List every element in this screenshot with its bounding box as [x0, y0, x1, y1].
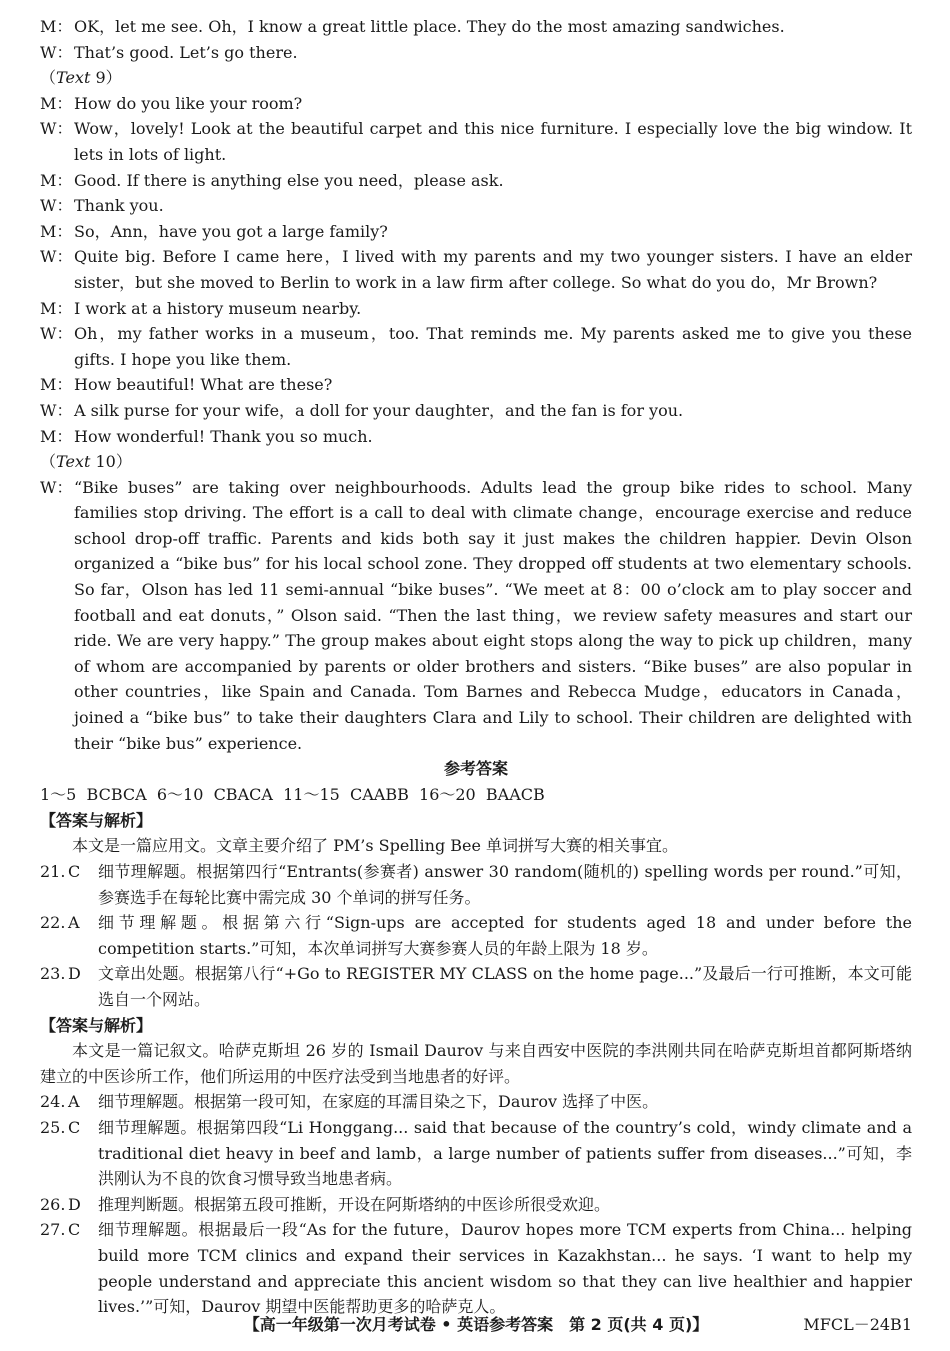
question-number: 27.	[40, 1220, 66, 1240]
section2-header: 【答案与解析】	[40, 1015, 153, 1035]
answer-letter: C	[68, 862, 81, 881]
utterance: OK，let me see. Oh，I know a great little place. They do the most amazing sandwiches.	[74, 17, 785, 36]
answer-explanation	[40, 961, 912, 1012]
section2-items	[40, 1089, 912, 1319]
answer-explanation	[40, 859, 912, 910]
dialogue-text9	[40, 91, 912, 449]
answer-explanation	[40, 1115, 912, 1192]
dialogue-line	[40, 14, 912, 40]
explanation-text: 细节理解题。根据第四行“Entrants(参赛者) answer 30 random(随机的) spelling words per round.”可知，参赛选手在每轮比赛中需完成 30 个单词的拼写任务。	[98, 862, 912, 907]
answer-explanation	[40, 1192, 912, 1218]
question-number: 21.	[40, 862, 66, 881]
dialogue-line	[40, 321, 912, 372]
explanation-text: 细节理解题。根据第六行“Sign-ups are accepted for students aged 18 and under before the competition starts.”可知，本次单词拼写大赛参赛人员的年龄上限为 18 岁。	[98, 913, 912, 958]
utterance: Wow，lovely! Look at the beautiful carpet and this nice furniture. I especially love the big window. It lets in lots of light.	[74, 119, 913, 164]
utterance: Quite big. Before I came here，I lived with my parents and my two younger sisters. I have an elder sister，but she moved to Berlin to work in a law firm after college. So what do you do，Mr Brown?	[74, 247, 912, 292]
passage-text: “Bike buses” are taking over neighbourhoods. Adults lead the group bike rides to school. Many families stop driving. The effort is a call to deal with climate change，encourage exercise and reduce school drop-off traffic. Parents and kids both say it just makes the children happier. Devin Olson organized a “bike bus” for his local school zone. They dropped off students at two elementary schools. So far，Olson has led 11 semi-annual “bike buses”. “We meet at 8：00 o’clock am to play soccer and football and eat donuts，” Olson said. “Then the last thing，we review safety measures and start our ride. We are very happy.” The group makes about eight stops along the way to pick up children，many of whom are accompanied by parents or older brothers and sisters. “Bike buses” are also popular in other countries，like Spain and Canada. Tom Barnes and Rebecca Mudge，educators in Canada，joined a “bike bus” to take their daughters Clara and Lily to school. Their children are delighted with their “bike bus” experience.	[74, 477, 913, 753]
explanation-text: 推理判断题。根据第五段可推断，开设在阿斯塔纳的中医诊所很受欢迎。	[98, 1194, 611, 1214]
text10-passage	[40, 475, 912, 757]
speaker: M：	[40, 17, 73, 36]
utterance: How do you like your room?	[74, 93, 303, 113]
speaker: W：	[40, 247, 73, 267]
answer-letter: A	[68, 913, 80, 933]
answer-explanation	[40, 910, 912, 961]
answer-page	[40, 14, 912, 1320]
section1-header: 【答案与解析】	[40, 810, 153, 830]
speaker: W：	[40, 42, 73, 62]
text10-label: （Text 10）	[40, 452, 132, 472]
speaker: W：	[40, 477, 73, 497]
answer-letter: A	[68, 1092, 80, 1112]
utterance: So，Ann，have you got a large family?	[74, 221, 388, 241]
explanation-text: 细节理解题。根据最后一段“As for the future，Daurov hopes more TCM experts from China... helping build more TCM clinics and expand their services in Kazakhstan... he says. ‘I want to help my people understand and appreciate this ancient wisdom so that they can live healthier and happier lives.’”可知，Daurov 期望中医能帮助更多的哈萨克人。	[98, 1220, 912, 1317]
answer-explanation	[40, 1089, 912, 1115]
answer-letter: D	[68, 1194, 81, 1214]
dialogue-line	[40, 91, 912, 117]
answer-letter: C	[68, 1220, 81, 1240]
explanation-text: 细节理解题。根据第四段“Li Honggang... said that because of the country’s cold，windy climate and a traditional diet heavy in beef and lamb，a large number of patients suffer from diseases...”可知，李洪刚认为不良的饮食习惯导致当地患者病。	[98, 1117, 912, 1189]
dialogue-line	[40, 168, 912, 194]
question-number: 24.	[40, 1092, 66, 1112]
utterance: Good. If there is anything else you need，please ask.	[74, 170, 504, 190]
dialogue-text8-end	[40, 14, 912, 65]
section1-items	[40, 859, 912, 1013]
speaker: M：	[40, 426, 73, 446]
footer-code: MFCL－24B1	[803, 1315, 912, 1334]
answer-explanation	[40, 1217, 912, 1319]
speaker: M：	[40, 298, 73, 318]
utterance: A silk purse for your wife，a doll for your daughter，and the fan is for you.	[74, 400, 684, 420]
answer-letter: C	[68, 1117, 81, 1137]
answer-key: 1～5 BCBCA 6～10 CBACA 11～15 CAABB 16～20 BAACB	[40, 785, 545, 805]
utterance: Oh，my father works in a museum，too. That reminds me. My parents asked me to give you these gifts. I hope you like them.	[74, 324, 912, 369]
section2-intro: 本文是一篇记叙文。哈萨克斯坦 26 岁的 Ismail Daurov 与来自西安中医院的李洪刚共同在哈萨克斯坦首都阿斯塔纳建立的中医诊所工作，他们所运用的中医疗法受到当地患者的好评。	[40, 1041, 912, 1086]
footer-title: 【高一年级第一次月考试卷 • 英语参考答案 第 2 页(共 4 页)】	[243, 1315, 709, 1334]
dialogue-line	[40, 40, 912, 66]
explanation-text: 细节理解题。根据第一段可知，在家庭的耳濡目染之下，Daurov 选择了中医。	[98, 1092, 659, 1112]
question-number: 22.	[40, 913, 66, 933]
dialogue-line	[40, 296, 912, 322]
dialogue-line	[40, 244, 912, 295]
page-footer	[40, 1312, 912, 1340]
dialogue-line	[40, 116, 912, 167]
dialogue-line	[40, 193, 912, 219]
speaker: W：	[40, 196, 73, 216]
section1-intro: 本文是一篇应用文。文章主要介绍了 PM’s Spelling Bee 单词拼写大赛的相关事宜。	[72, 836, 679, 856]
utterance: That’s good. Let’s go there.	[74, 42, 298, 62]
speaker: M：	[40, 170, 73, 190]
speaker: M：	[40, 93, 73, 113]
question-number: 23.	[40, 964, 66, 984]
explanation-text: 文章出处题。根据第八行“+Go to REGISTER MY CLASS on the home page...”及最后一行可推断，本文可能选自一个网站。	[98, 964, 912, 1009]
speaker: W：	[40, 324, 73, 344]
utterance: How wonderful! Thank you so much.	[74, 426, 373, 446]
speaker: W：	[40, 119, 73, 139]
speaker: M：	[40, 375, 73, 395]
dialogue-line	[40, 424, 912, 450]
dialogue-line	[40, 372, 912, 398]
dialogue-line	[40, 398, 912, 424]
question-number: 26.	[40, 1194, 66, 1214]
utterance: Thank you.	[74, 196, 164, 216]
speaker: M：	[40, 221, 73, 241]
answer-title: 参考答案	[443, 759, 508, 779]
utterance: I work at a history museum nearby.	[74, 298, 362, 318]
question-number: 25.	[40, 1117, 66, 1137]
utterance: How beautiful! What are these?	[74, 375, 333, 395]
text9-label: （Text 9）	[40, 68, 122, 88]
speaker: W：	[40, 400, 73, 420]
dialogue-line	[40, 219, 912, 245]
answer-letter: D	[68, 964, 81, 984]
